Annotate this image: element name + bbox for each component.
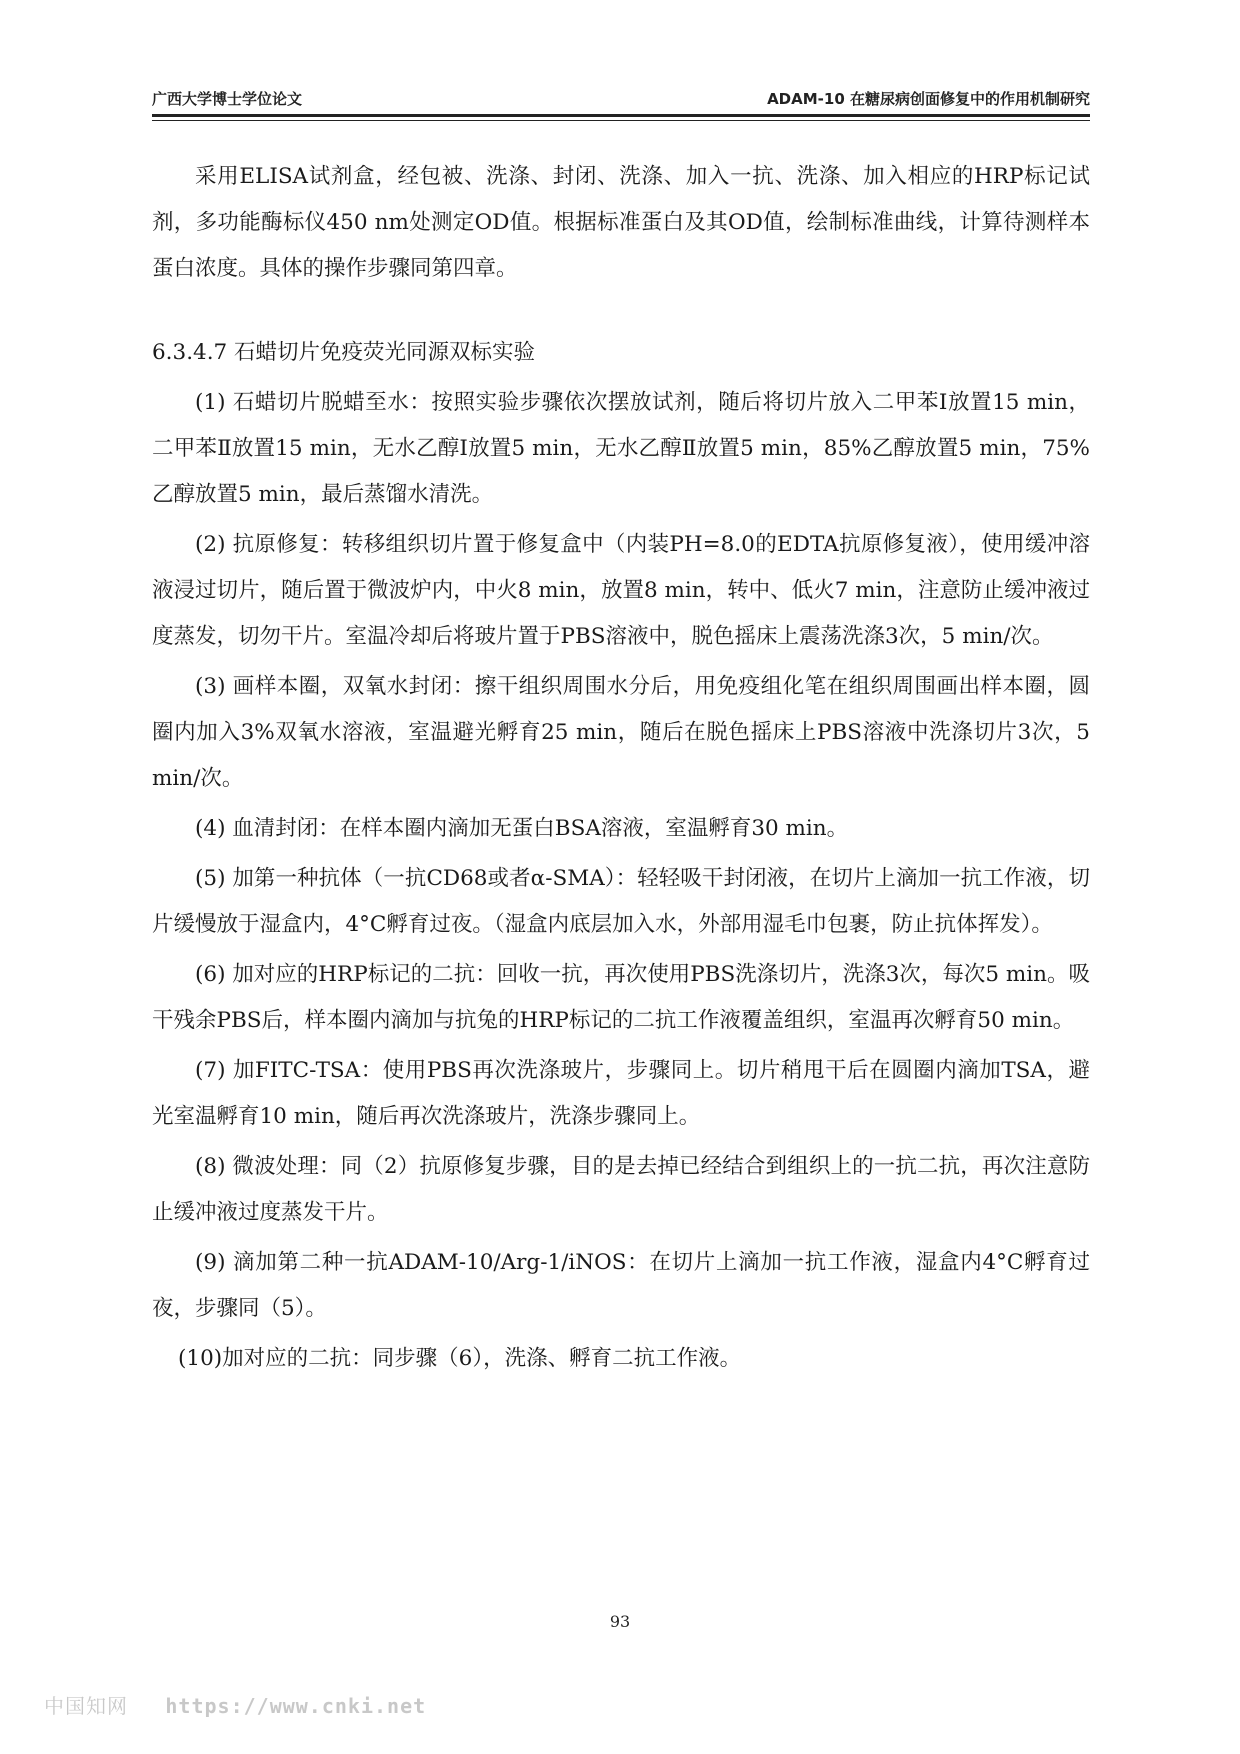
page-number: 93 (609, 1612, 631, 1631)
header-thesis-title: ADAM-10 在糖尿病创面修复中的作用机制研究 (767, 90, 1090, 108)
running-header (152, 88, 1090, 110)
step-8-paragraph: (8) 微波处理：同（2）抗原修复步骤，目的是去掉已经结合到组织上的一抗二抗，再次注意防止缓冲液过度蒸发干片。 (152, 1154, 1090, 1225)
step-7-paragraph: (7) 加FITC-TSA：使用PBS再次洗涤玻片，步骤同上。切片稍甩干后在圆圈内滴加TSA，避光室温孵育10 min，随后再次洗涤玻片，洗涤步骤同上。 (152, 1058, 1090, 1129)
step-4-paragraph: (4) 血清封闭：在样本圈内滴加无蛋白BSA溶液，室温孵育30 min。 (195, 816, 849, 841)
main-text (152, 154, 1090, 1386)
step-5-paragraph: (5) 加第一种抗体（一抗CD68或者α-SMA）：轻轻吸干封闭液，在切片上滴加一抗工作液，切片缓慢放于湿盒内，4°C孵育过夜。（湿盒内底层加入水，外部用湿毛巾包裹，防止抗体挥发）。 (152, 866, 1090, 937)
step-3-paragraph: (3) 画样本圈，双氧水封闭：擦干组织周围水分后，用免疫组化笔在组织周围画出样本圈，圆圈内加入3%双氧水溶液，室温避光孵育25 min，随后在脱色摇床上PBS溶液中洗涤切片3次，5 min/次。 (152, 674, 1090, 791)
header-rule-thin (152, 120, 1090, 121)
section-heading: 6.3.4.7 石蜡切片免疫荧光同源双标实验 (152, 340, 536, 365)
header-thesis-type: 广西大学博士学位论文 (152, 90, 303, 108)
step-1-paragraph: (1) 石蜡切片脱蜡至水：按照实验步骤依次摆放试剂，随后将切片放入二甲苯Ⅰ放置15 min，二甲苯Ⅱ放置15 min，无水乙醇Ⅰ放置5 min，无水乙醇Ⅱ放置5 min，85%乙醇放置5 min，75%乙醇放置5 min，最后蒸馏水清洗。 (152, 390, 1090, 507)
watermark-url: https://www.cnki.net (165, 1694, 427, 1718)
step-6-paragraph: (6) 加对应的HRP标记的二抗：回收一抗，再次使用PBS洗涤切片，洗涤3次，每次5 min。吸干残余PBS后，样本圈内滴加与抗兔的HRP标记的二抗工作液覆盖组织，室温再次孵育50 min。 (152, 962, 1090, 1033)
cnki-watermark (44, 1690, 426, 1719)
step-10-paragraph: (10)加对应的二抗：同步骤（6），洗涤、孵育二抗工作液。 (178, 1346, 742, 1371)
watermark-brand: 中国知网 (44, 1694, 128, 1718)
intro-paragraph: 采用ELISA试剂盒，经包被、洗涤、封闭、洗涤、加入一抗、洗涤、加入相应的HRP标记试剂，多功能酶标仪450 nm处测定OD值。根据标准蛋白及其OD值，绘制标准曲线，计算待测样本蛋白浓度。具体的操作步骤同第四章。 (152, 164, 1090, 281)
header-rule (152, 114, 1090, 117)
step-9-paragraph: (9) 滴加第二种一抗ADAM-10/Arg-1/iNOS：在切片上滴加一抗工作液，湿盒内4°C孵育过夜，步骤同（5）。 (152, 1250, 1090, 1321)
step-2-paragraph: (2) 抗原修复：转移组织切片置于修复盒中（内装PH=8.0的EDTA抗原修复液），使用缓冲溶液浸过切片，随后置于微波炉内，中火8 min，放置8 min，转中、低火7 min，注意防止缓冲液过度蒸发，切勿干片。室温冷却后将玻片置于PBS溶液中，脱色摇床上震荡洗涤3次，5 min/次。 (152, 532, 1090, 649)
